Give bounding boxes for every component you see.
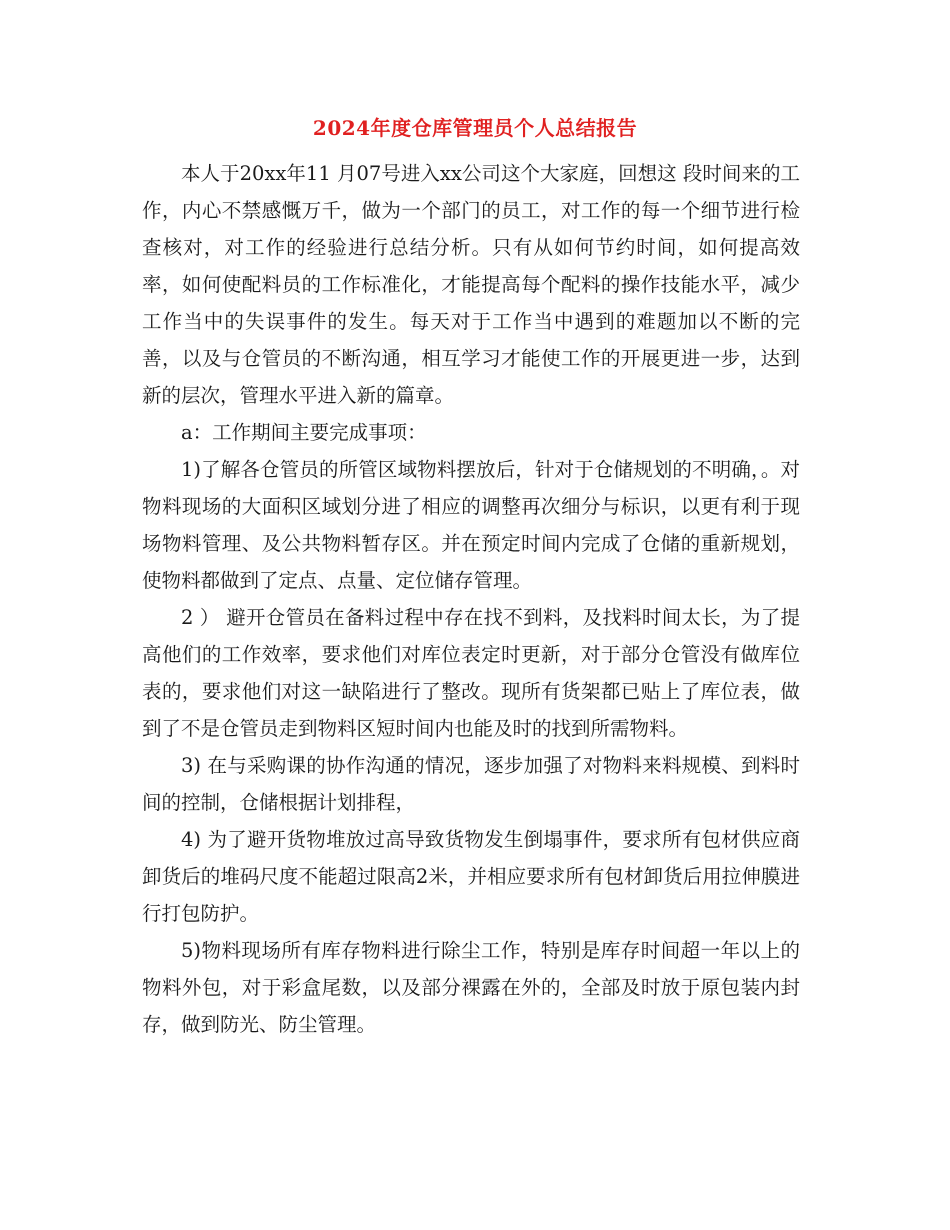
document-title: 2024年度仓库管理员个人总结报告: [312, 116, 638, 140]
paragraph-intro: 本人于20xx年11 月07号进入xx公司这个大家庭，回想这 段时间来的工作，内心不禁感慨万千，做为一个部门的员工，对工作的每一个细节进行检查核对，对工作的经验进行总结分析。只有从如何节约时间，如何提高效率，如何使配料员的工作标准化，才能提高每个配料的操作技能水平，减少工作当中的失误事件的发生。每天对于工作当中遇到的难题加以不断的完善，以及与仓管员的不断沟通，相互学习才能使工作的开展更进一步，达到新的层次，管理水平进入新的篇章。: [142, 162, 800, 407]
document-body: [142, 155, 800, 1043]
paragraph-item-3: 3) 在与采购课的协作沟通的情况，逐步加强了对物料来料规模、到料时间的控制，仓储根据计划排程，: [142, 754, 800, 814]
paragraph-item-4: 4) 为了避开货物堆放过高导致货物发生倒塌事件，要求所有包材供应商卸货后的堆码尺度不能超过限高2米，并相应要求所有包材卸货后用拉伸膜进行打包防护。: [142, 828, 800, 925]
paragraph-item-1: 1)了解各仓管员的所管区域物料摆放后，针对于仓储规划的不明确，。对物料现场的大面积区域划分进了相应的调整再次细分与标识，以更有利于现场物料管理、及公共物料暂存区。并在预定时间内完成了仓储的重新规划，使物料都做到了定点、点量、定位储存管理。: [142, 458, 800, 592]
paragraph-item-5: 5)物料现场所有库存物料进行除尘工作，特别是库存时间超一年以上的物料外包，对于彩盒尾数，以及部分裸露在外的，全部及时放于原包装内封存，做到防光、防尘管理。: [142, 939, 800, 1036]
paragraph-item-2: 2 ） 避开仓管员在备料过程中存在找不到料，及找料时间太长，为了提高他们的工作效率，要求他们对库位表定时更新，对于部分仓管没有做库位表的，要求他们对这一缺陷进行了整改。现所有货架都已贴上了库位表，做到了不是仓管员走到物料区短时间内也能及时的找到所需物料。: [142, 606, 800, 740]
paragraph-section-heading: a：工作期间主要完成事项：: [181, 421, 427, 444]
